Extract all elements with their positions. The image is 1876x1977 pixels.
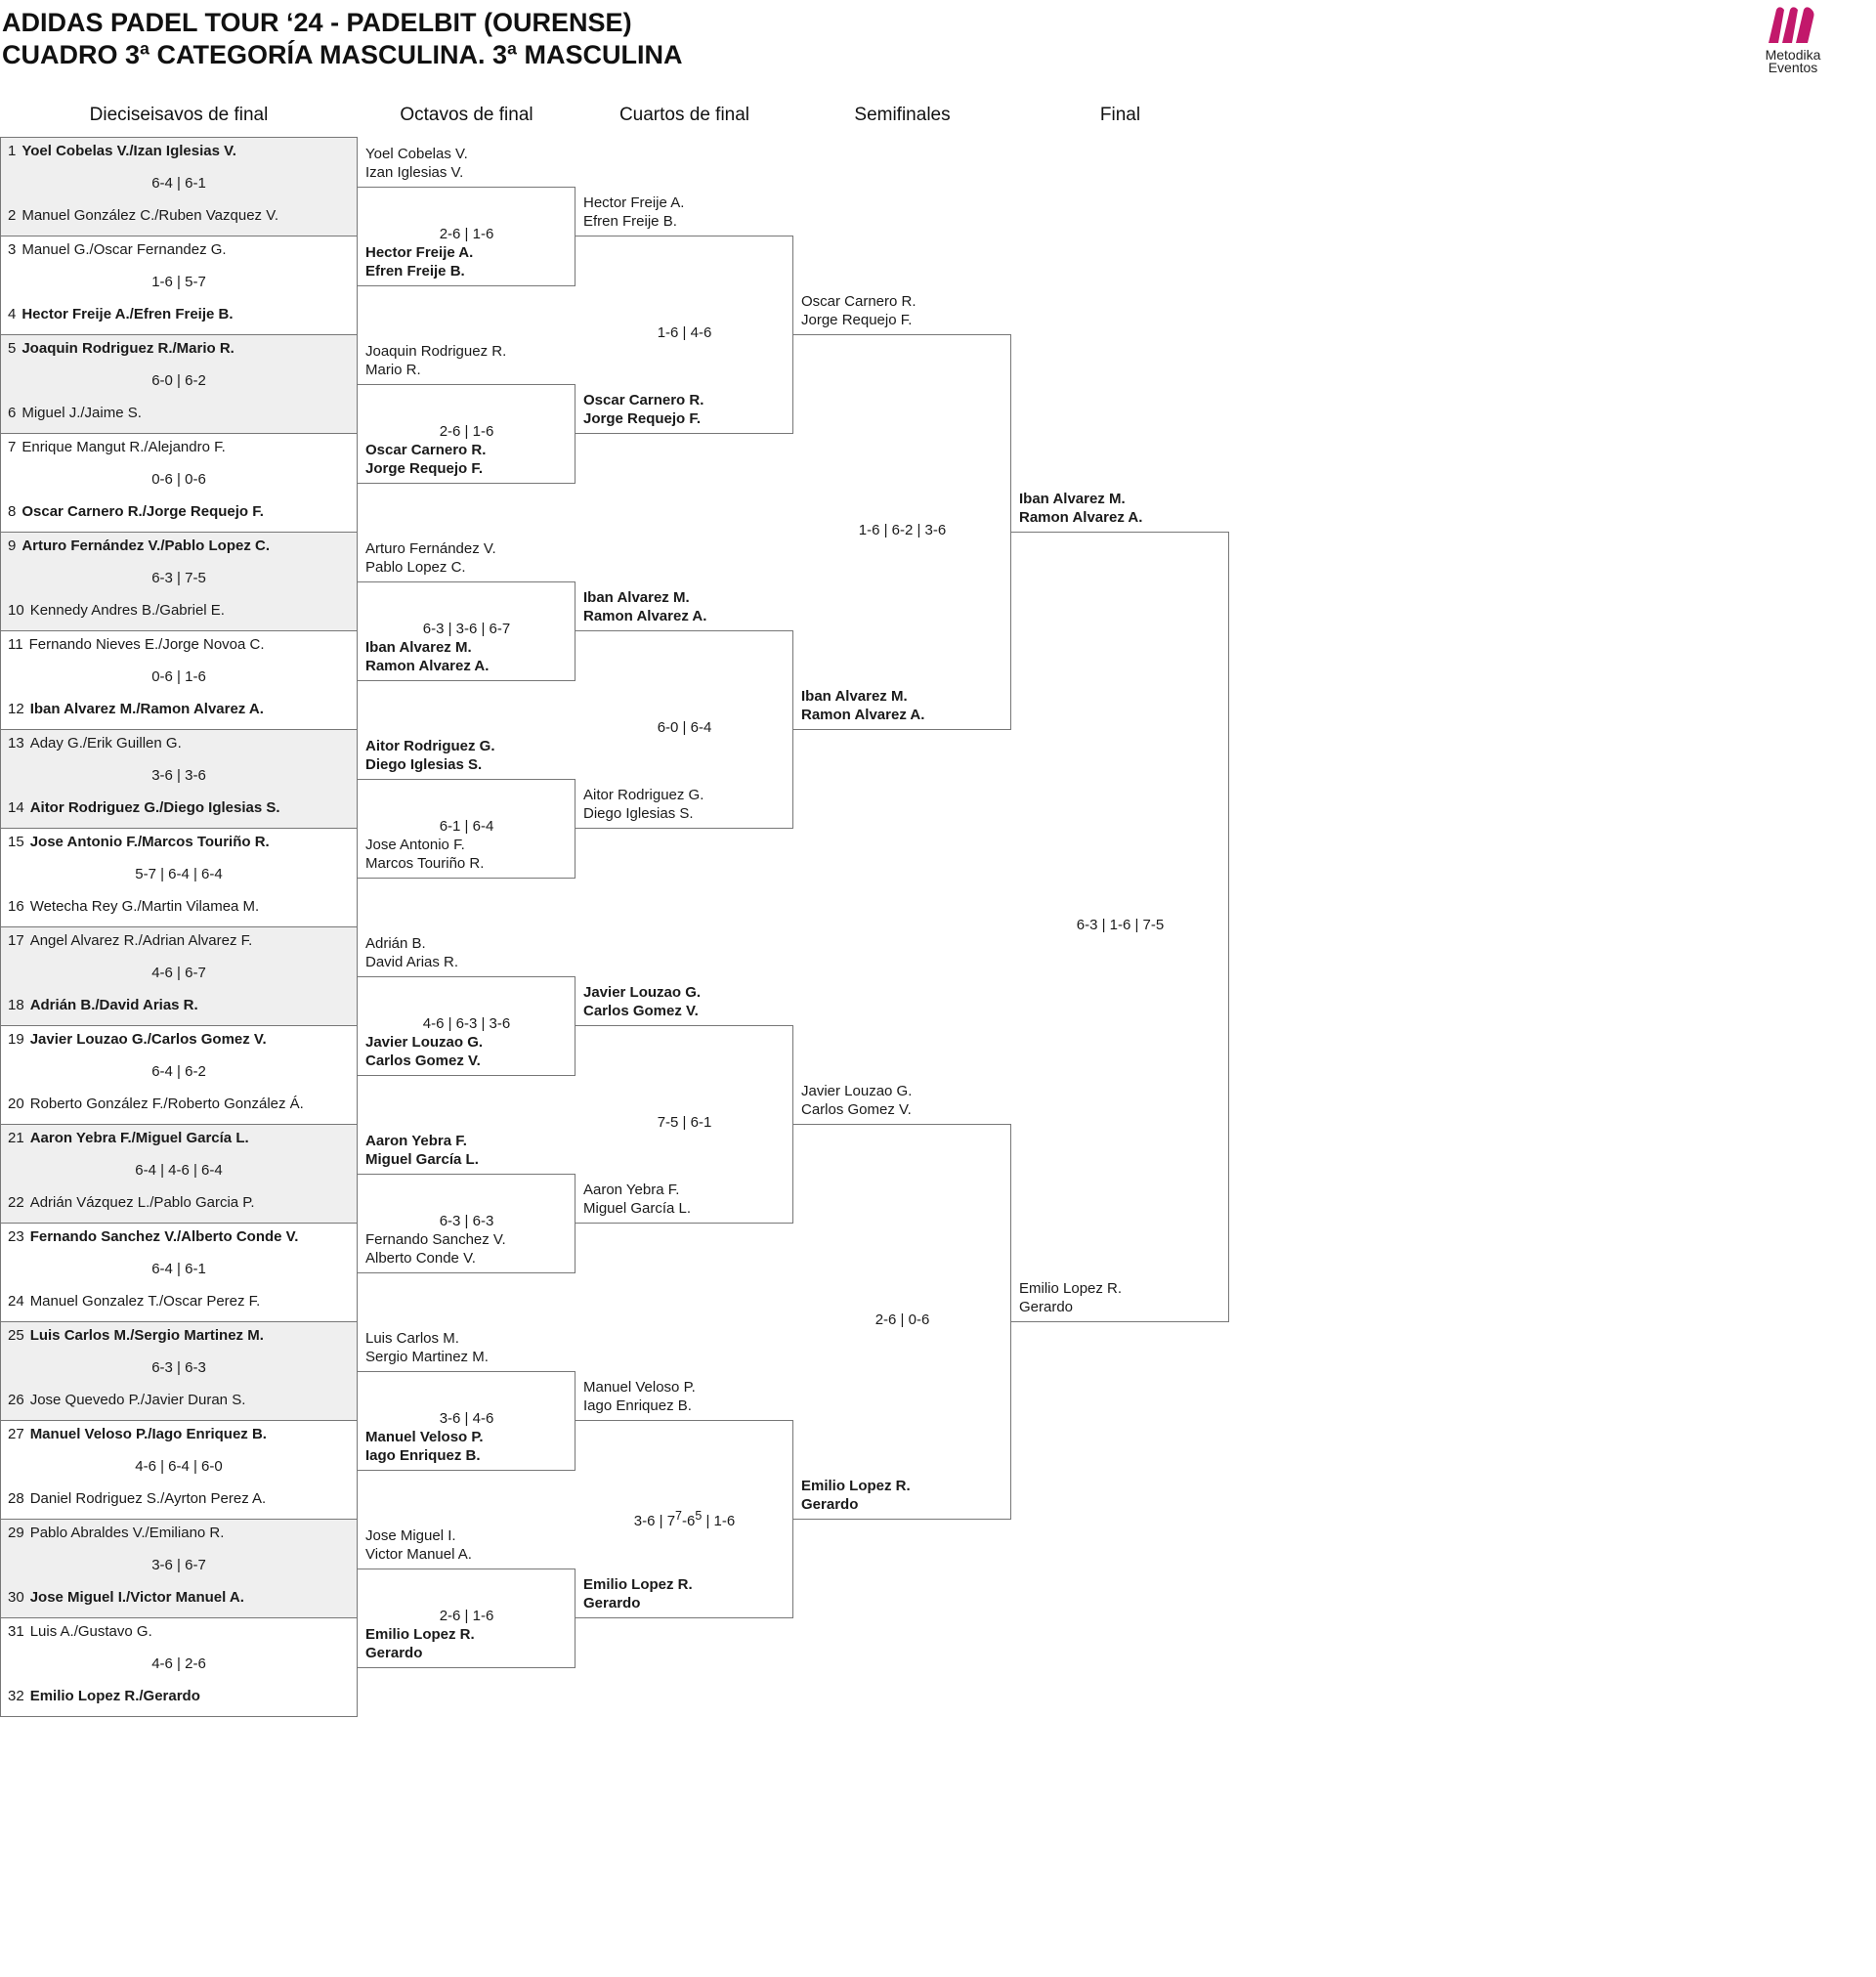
team-entry: [8, 1525, 224, 1541]
player-name: Gerardo: [365, 1644, 423, 1661]
team-entry: [8, 997, 198, 1013]
seed-number: 30: [8, 1589, 24, 1606]
team-name: Fernando Sanchez V./Alberto Conde V.: [29, 1228, 299, 1245]
player-name: Adrián B.: [365, 934, 426, 952]
match-block-r32: [0, 1223, 358, 1322]
player-name: Victor Manuel A.: [365, 1545, 472, 1563]
team-name: [801, 1082, 912, 1119]
match-score: 0-6 | 1-6: [151, 668, 206, 685]
seed-number: 17: [8, 932, 24, 949]
match-block-r32: [0, 334, 358, 434]
player-name: Yoel Cobelas V.: [365, 145, 468, 162]
team-entry: [8, 1031, 267, 1048]
player-name: Fernando Sanchez V.: [365, 1230, 506, 1248]
seed-number: 26: [8, 1392, 24, 1408]
seed-number: 7: [8, 439, 17, 455]
team-name: Manuel González C./Ruben Vazquez V.: [21, 207, 279, 224]
team-name: Iban Alvarez M./Ramon Alvarez A.: [29, 701, 264, 717]
match-block-r32: [0, 433, 358, 533]
team-entry: [8, 1130, 249, 1146]
team-name: [365, 1526, 472, 1564]
team-name: [583, 193, 684, 231]
team-name: Luis Carlos M./Sergio Martinez M.: [29, 1327, 264, 1344]
match-score: 1-6 | 6-2 | 3-6: [858, 522, 947, 538]
player-name: Jorge Requejo F.: [583, 410, 702, 427]
team-entry: [8, 1293, 260, 1310]
player-name: Sergio Martinez M.: [365, 1348, 489, 1365]
player-name: Izan Iglesias V.: [365, 163, 464, 181]
team-name: [365, 145, 468, 182]
player-name: Alberto Conde V.: [365, 1249, 476, 1267]
seed-number: 18: [8, 997, 24, 1013]
team-name: [365, 1230, 506, 1268]
team-name: Emilio Lopez R./Gerardo: [29, 1688, 200, 1704]
player-name: Aaron Yebra F.: [365, 1132, 467, 1149]
team-entry: [8, 340, 234, 357]
match-score: 6-0 | 6-4: [657, 719, 712, 736]
team-name: Jose Quevedo P./Javier Duran S.: [29, 1392, 246, 1408]
team-name: [583, 1575, 693, 1612]
team-name: [801, 687, 924, 724]
seed-number: 5: [8, 340, 17, 357]
match-score: 6-3 | 6-3: [439, 1213, 494, 1229]
team-name: [365, 243, 473, 280]
player-name: Efren Freije B.: [583, 213, 677, 230]
match-score: 4-6 | 6-4 | 6-0: [135, 1458, 223, 1475]
seed-number: 1: [8, 143, 17, 159]
match-score: 6-4 | 6-1: [151, 1261, 206, 1277]
match-score: 1-6 | 5-7: [151, 274, 206, 290]
player-name: Miguel García L.: [365, 1150, 479, 1168]
round-header-r16: Octavos de final: [400, 105, 533, 125]
team-name: [583, 391, 704, 428]
match-score: 3-6 | 4-6: [439, 1410, 494, 1427]
team-entry: [8, 405, 142, 421]
team-name: [1019, 490, 1142, 527]
match-score: 0-6 | 0-6: [151, 471, 206, 488]
match-block-r32: [0, 1025, 358, 1125]
match-score: 4-6 | 6-3 | 3-6: [422, 1015, 511, 1032]
team-name: Kennedy Andres B./Gabriel E.: [29, 602, 225, 619]
player-name: Oscar Carnero R.: [801, 293, 917, 310]
team-name: Yoel Cobelas V./Izan Iglesias V.: [21, 143, 236, 159]
team-name: Fernando Nieves E./Jorge Novoa C.: [28, 636, 265, 653]
match-score: 3-6 | $7^7-6^5$ | 1-6: [633, 1509, 736, 1529]
team-name: Pablo Abraldes V./Emiliano R.: [29, 1525, 225, 1541]
team-name: Joaquin Rodriguez R./Mario R.: [21, 340, 234, 357]
team-entry: [8, 799, 280, 816]
player-name: Marcos Touriño R.: [365, 854, 485, 872]
seed-number: 21: [8, 1130, 24, 1146]
team-entry: [8, 503, 264, 520]
team-name: [365, 342, 506, 379]
team-name: [365, 1428, 484, 1465]
team-name: [365, 638, 489, 675]
match-score: 6-3 | 3-6 | 6-7: [422, 621, 511, 637]
match-score: 1-6 | 4-6: [657, 324, 712, 341]
player-name: Manuel Veloso P.: [583, 1379, 696, 1396]
match-block-r32: [0, 137, 358, 236]
seed-number: 3: [8, 241, 17, 258]
team-entry: [8, 1096, 304, 1112]
player-name: Iban Alvarez M.: [583, 589, 690, 606]
match-block-r32: [0, 729, 358, 829]
player-name: Emilio Lopez R.: [1019, 1280, 1123, 1297]
team-entry: [8, 932, 252, 949]
player-name: Pablo Lopez C.: [365, 558, 466, 576]
match-block-r32: [0, 630, 358, 730]
player-name: Aitor Rodriguez G.: [365, 737, 495, 754]
seed-number: 31: [8, 1623, 24, 1640]
match-block-r32: [0, 532, 358, 631]
team-name: [365, 737, 495, 774]
team-name: Daniel Rodriguez S./Ayrton Perez A.: [29, 1490, 267, 1507]
seed-number: 28: [8, 1490, 24, 1507]
metodika-m-logo-icon: [1739, 4, 1847, 47]
player-name: Hector Freije A.: [365, 243, 474, 261]
player-name: Oscar Carnero R.: [583, 392, 704, 408]
match-score: 3-6 | 3-6: [151, 767, 206, 784]
player-name: Manuel Veloso P.: [365, 1428, 484, 1445]
match-block-r32: [0, 236, 358, 335]
seed-number: 15: [8, 834, 24, 850]
seed-number: 9: [8, 537, 17, 554]
player-name: Iago Enriquez B.: [365, 1446, 481, 1464]
seed-number: 2: [8, 207, 17, 224]
player-name: Gerardo: [801, 1496, 859, 1513]
team-name: Aitor Rodriguez G./Diego Iglesias S.: [29, 799, 280, 816]
team-name: Manuel Gonzalez T./Oscar Perez F.: [29, 1293, 261, 1310]
team-entry: [8, 1589, 244, 1606]
team-entry: [8, 602, 225, 619]
match-block-r32: [0, 1321, 358, 1421]
round-header-r32: Dieciseisavos de final: [89, 105, 269, 125]
team-name: Adrián B./David Arias R.: [29, 997, 198, 1013]
team-entry: [8, 701, 264, 717]
team-name: [365, 836, 484, 873]
seed-number: 32: [8, 1688, 24, 1704]
team-name: [801, 1477, 911, 1514]
player-name: Jorge Requejo F.: [801, 312, 913, 328]
team-name: [583, 1378, 696, 1415]
team-name: Arturo Fernández V./Pablo Lopez C.: [21, 537, 270, 554]
player-name: Gerardo: [1019, 1299, 1074, 1315]
match-score: 2-6 | 1-6: [439, 423, 494, 440]
player-name: Iago Enriquez B.: [583, 1397, 692, 1414]
player-name: Joaquin Rodriguez R.: [365, 342, 507, 360]
player-name: David Arias R.: [365, 953, 459, 970]
match-score: 2-6 | 1-6: [439, 1608, 494, 1624]
player-name: Carlos Gomez V.: [365, 1052, 481, 1069]
match-score: 6-0 | 6-2: [151, 372, 206, 389]
seed-number: 29: [8, 1525, 24, 1541]
player-name: Efren Freije B.: [365, 262, 465, 279]
team-entry: [8, 439, 226, 455]
player-name: Carlos Gomez V.: [801, 1101, 912, 1118]
match-score: 3-6 | 6-7: [151, 1557, 206, 1573]
team-entry: [8, 1228, 298, 1245]
team-entry: [8, 1392, 245, 1408]
round-header-qf: Cuartos de final: [618, 105, 750, 125]
player-name: Ramon Alvarez A.: [583, 608, 707, 624]
team-name: [365, 1329, 489, 1366]
player-name: Diego Iglesias S.: [583, 805, 694, 822]
player-name: Oscar Carnero R.: [365, 441, 487, 458]
player-name: Jose Miguel I.: [365, 1526, 456, 1544]
player-name: Ramon Alvarez A.: [1019, 509, 1143, 526]
match-block-r32: [0, 1519, 358, 1618]
player-name: Ramon Alvarez A.: [365, 657, 490, 674]
team-name: Aday G./Erik Guillen G.: [29, 735, 182, 752]
match-score: 2-6 | 0-6: [874, 1311, 930, 1328]
player-name: Jose Antonio F.: [365, 836, 465, 853]
team-entry: [8, 1623, 152, 1640]
seed-number: 10: [8, 602, 24, 619]
team-entry: [8, 1194, 255, 1211]
team-entry: [8, 834, 270, 850]
team-name: Jose Antonio F./Marcos Touriño R.: [29, 834, 270, 850]
team-entry: [8, 1490, 266, 1507]
player-name: Jorge Requejo F.: [365, 459, 484, 477]
team-entry: [8, 143, 236, 159]
player-name: Aitor Rodriguez G.: [583, 787, 704, 803]
seed-number: 19: [8, 1031, 24, 1048]
match-score: 6-3 | 1-6 | 7-5: [1076, 917, 1165, 933]
match-score: 6-4 | 6-2: [151, 1063, 206, 1080]
round-header-sf: Semifinales: [854, 105, 951, 125]
team-name: [365, 441, 486, 478]
match-block-r32: [0, 1124, 358, 1224]
team-name: [365, 934, 458, 971]
team-entry: [8, 1426, 267, 1442]
seed-number: 4: [8, 306, 17, 322]
team-name: Roberto González F./Roberto González Á.: [29, 1096, 304, 1112]
player-name: Carlos Gomez V.: [583, 1003, 699, 1019]
team-name: [365, 539, 496, 577]
team-entry: [8, 898, 259, 915]
team-name: Jose Miguel I./Victor Manuel A.: [29, 1589, 244, 1606]
team-entry: [8, 306, 234, 322]
match-score: 7-5 | 6-1: [657, 1114, 712, 1131]
match-score: 6-4 | 6-1: [151, 175, 206, 192]
team-entry: [8, 241, 227, 258]
player-name: Miguel García L.: [583, 1200, 692, 1217]
player-name: Javier Louzao G.: [365, 1033, 484, 1051]
category-title: CUADRO 3ª CATEGORÍA MASCULINA. 3ª MASCULINA: [2, 40, 683, 69]
team-name: [583, 786, 704, 823]
team-name: Angel Alvarez R./Adrian Alvarez F.: [29, 932, 253, 949]
team-name: [583, 588, 706, 625]
team-name: Aaron Yebra F./Miguel García L.: [29, 1130, 249, 1146]
player-name: Javier Louzao G.: [583, 984, 702, 1001]
round-header-final: Final: [1099, 105, 1141, 125]
seed-number: 14: [8, 799, 24, 816]
match-block-r32: [0, 926, 358, 1026]
team-name: Manuel G./Oscar Fernandez G.: [21, 241, 227, 258]
seed-number: 16: [8, 898, 24, 915]
match-block-r32: [0, 828, 358, 927]
player-name: Emilio Lopez R.: [801, 1478, 911, 1494]
metodika-logo: [1739, 4, 1847, 74]
logo-text-line2: Eventos: [1768, 60, 1818, 75]
team-entry: [8, 735, 182, 752]
match-score: 6-4 | 4-6 | 6-4: [135, 1162, 223, 1179]
team-name: Manuel Veloso P./Iago Enriquez B.: [29, 1426, 267, 1442]
player-name: Mario R.: [365, 361, 421, 378]
player-name: Iban Alvarez M.: [1019, 491, 1126, 507]
team-name: Enrique Mangut R./Alejandro F.: [21, 439, 226, 455]
team-name: Luis A./Gustavo G.: [29, 1623, 152, 1640]
player-name: Luis Carlos M.: [365, 1329, 459, 1347]
player-name: Iban Alvarez M.: [365, 638, 472, 656]
tournament-title: ADIDAS PADEL TOUR ‘24 - PADELBIT (OURENSE): [2, 8, 632, 37]
team-name: [365, 1132, 479, 1169]
match-score: 4-6 | 2-6: [151, 1655, 206, 1672]
seed-number: 24: [8, 1293, 24, 1310]
match-score: 4-6 | 6-7: [151, 965, 206, 981]
team-name: Wetecha Rey G./Martin Vilamea M.: [29, 898, 260, 915]
team-entry: [8, 1688, 200, 1704]
match-score: 6-1 | 6-4: [439, 818, 494, 835]
seed-number: 25: [8, 1327, 24, 1344]
player-name: Javier Louzao G.: [801, 1083, 913, 1099]
seed-number: 13: [8, 735, 24, 752]
team-name: Javier Louzao G./Carlos Gomez V.: [29, 1031, 267, 1048]
team-name: [583, 983, 701, 1020]
team-entry: [8, 1327, 264, 1344]
team-name: Oscar Carnero R./Jorge Requejo F.: [21, 503, 264, 520]
seed-number: 6: [8, 405, 17, 421]
player-name: Gerardo: [583, 1595, 641, 1612]
player-name: Emilio Lopez R.: [365, 1625, 475, 1643]
player-name: Ramon Alvarez A.: [801, 707, 925, 723]
match-score: 6-3 | 7-5: [151, 570, 206, 586]
match-score: 6-3 | 6-3: [151, 1359, 206, 1376]
team-name: [365, 1625, 475, 1662]
match-block-r32: [0, 1420, 358, 1520]
team-name: [1019, 1279, 1122, 1316]
match-score: 5-7 | 6-4 | 6-4: [135, 866, 223, 882]
team-name: Miguel J./Jaime S.: [21, 405, 142, 421]
team-name: Adrián Vázquez L./Pablo Garcia P.: [29, 1194, 255, 1211]
team-entry: [8, 636, 265, 653]
team-name: [801, 292, 917, 329]
team-name: [583, 1181, 691, 1218]
player-name: Iban Alvarez M.: [801, 688, 908, 705]
seed-number: 12: [8, 701, 24, 717]
player-name: Diego Iglesias S.: [365, 755, 483, 773]
seed-number: 20: [8, 1096, 24, 1112]
team-entry: [8, 537, 270, 554]
player-name: Aaron Yebra F.: [583, 1182, 680, 1198]
team-name: [365, 1033, 483, 1070]
seed-number: 11: [8, 636, 23, 653]
seed-number: 27: [8, 1426, 24, 1442]
player-name: Hector Freije A.: [583, 194, 685, 211]
seed-number: 8: [8, 503, 17, 520]
logo-text-line1: Metodika: [1765, 47, 1821, 63]
player-name: Emilio Lopez R.: [583, 1576, 693, 1593]
match-score: 2-6 | 1-6: [439, 226, 494, 242]
match-block-r32: [0, 1617, 358, 1717]
team-name: Hector Freije A./Efren Freije B.: [21, 306, 234, 322]
seed-number: 22: [8, 1194, 24, 1211]
player-name: Arturo Fernández V.: [365, 539, 496, 557]
team-entry: [8, 207, 278, 224]
seed-number: 23: [8, 1228, 24, 1245]
